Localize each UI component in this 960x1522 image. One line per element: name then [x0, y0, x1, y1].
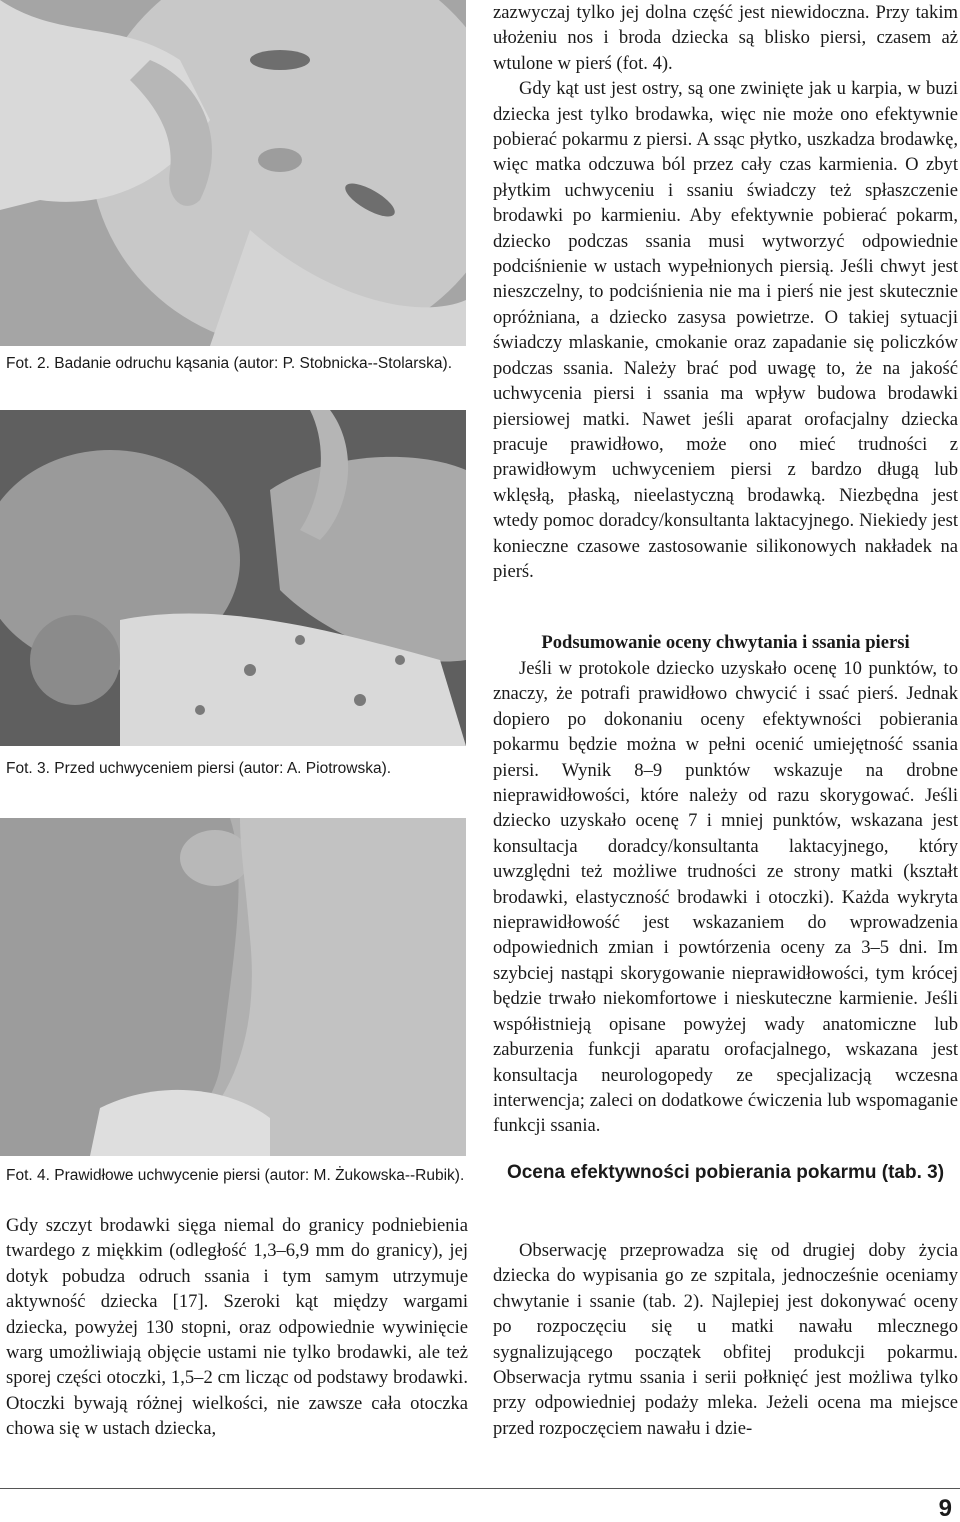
body-paragraph-feeding-efficiency: Obserwację przeprowadza się od drugiej doby życia dziecka do wypisania go ze szpitala, jednocześnie oceniamy chwytanie i ssanie (tab. 2). Najlepiej jest dokonywać oceny po rozpoczęciu się u matki nawału mlecznego sygnalizującego początek obfitej produkcji pokarmu. Obserwacja rytmu ssania i serii połknięć jest możliwa tylko przy odpowiedniej podaży mleka. Jeżeli ocena ma miejsce przed rozpoczęciem nawału i dzie- — [493, 1240, 958, 1439]
body-paragraph-continuation: zazwyczaj tylko jej dolna część jest niewidoczna. Przy takim ułożeniu nos i broda dziecka są blisko piersi, czasem aż wtulone w pierś (fot. 4). — [493, 2, 958, 74]
figure-caption-fot4: Fot. 4. Prawidłowe uchwycenie piersi (autor: M. Żukowska--Rubik). — [6, 1167, 465, 1184]
body-paragraph-summary: Jeśli w protokole dziecko uzyskało ocenę 10 punktów, to znaczy, że potrafi prawidłowo chwycić i ssać pierś. Jednak dopiero po dokonaniu oceny efektywności pobierania pokarmu będzie można w pełni ocenić umiejętność ssania piersi. Wynik 8–9 punktów wskazuje na drobne nieprawidłowości, które należy od razu skorygować. Jeśli dziecko uzyskało ocenę 7 i mniej punktów, wskazana jest konsultacja doradcy/konsultanta laktacyjnego, który uwzględni też możliwe trudności ze strony matki (kształt brodawki, elastyczność brodawki i otoczki). Każda wykryta nieprawidłowość jest wskazaniem do wprowadzenia odpowiednich zmian i powtórzenia oceny za 3–5 dni. Im szybciej nastąpi skorygowanie nieprawidłowości, tym krócej będzie trwało niekomfortowe i nieskuteczne karmienie. Jeśli współistnieją opisane powyżej wady anatomiczne lub zaburzenia funkcji aparatu orofacjalnego, wskazana jest konsultacja neurologopedy ze specjalizacją wczesna interwencja; zaleci on dodatkowe ćwiczenia lub wspomaganie funkcji ssania. — [493, 658, 958, 1137]
photo-infant-before-latch — [0, 410, 466, 746]
photo-correct-latch — [0, 818, 466, 1156]
section-heading-feeding-efficiency: Ocena efektywności pobierania pokarmu (tab. 3) — [506, 1162, 945, 1183]
body-paragraph-mouth-angle: Gdy kąt ust jest ostry, są one zwinięte jak u karpia, w buzi dziecka jest tylko brodawka, więc nie może ono efektywnie pobierać pokarmu z piersi. A ssąc płytko, uszkadza brodawkę, więc matka odczuwa ból przez cały czas karmienia. O zbyt płytkim uchwyceniu i ssaniu świadczy też spłaszczenie brodawki po karmieniu. Aby efektywnie pobierać pokarm, dziecko podczas ssania musi wytworzyć odpowiednie podciśnienie w ustach wypełnionych piersią. Jeśli chwyt jest nieszczelny, to podciśnienia nie ma i pierś nie jest skutecznie opróżniana, a dziecko zasysa powietrze. O takiej sytuacji świadczy mlaskanie, cmokanie oraz zapadanie się policzków podczas ssania. Należy brać pod uwagę to, że na jakość uchwycenia piersi i ssania ma wpływ budowa brodawki piersiowej matki. Nawet jeśli aparat orofacjalny dziecka pracuje prawidłowo, może ono mieć trudności z prawidłowym uchwyceniem piersi z bardzo długą lub wklęsłą, płaską, nieelastyczną brodawką. Niezbędna jest wtedy pomoc doradcy/konsultanta laktacyjnego. Niekiedy jest konieczne czasowe zastosowanie silikonowych nakładek na pierś. — [493, 78, 958, 582]
figure-caption-fot3: Fot. 3. Przed uchwyceniem piersi (autor: A. Piotrowska). — [6, 760, 392, 777]
section-heading-summary: Podsumowanie oceny chwytania i ssania piersi — [541, 632, 910, 653]
body-paragraph-nipple-position: Gdy szczyt brodawki sięga niemal do granicy podniebienia twardego z miękkim (odległość 1,3–6,9 mm do granicy), jej dotyk pobudza odruch ssania i tym samym utrzymuje aktywność dziecka [17]. Szeroki kąt między wargami dziecka, powyżej 130 stopni, oraz odpowiednie wywinięcie warg umożliwiają objęcie ustami nie tylko brodawki, ale też sporej części otoczki, 1,5–2 cm licząc od podstawy brodawki. Otoczki bywają różnej wielkości, nie zawsze cała otoczka chowa się w ustach dziecka, — [6, 1215, 468, 1440]
footer-rule — [0, 1488, 960, 1489]
right-column-text-block — [493, 0, 958, 584]
photo-infant-finger-in-mouth — [0, 0, 466, 346]
page-number: 9 — [938, 1495, 952, 1522]
figure-caption-fot2: Fot. 2. Badanie odruchu kąsania (autor: P. Stobnicka--Stolarska). — [6, 355, 453, 372]
